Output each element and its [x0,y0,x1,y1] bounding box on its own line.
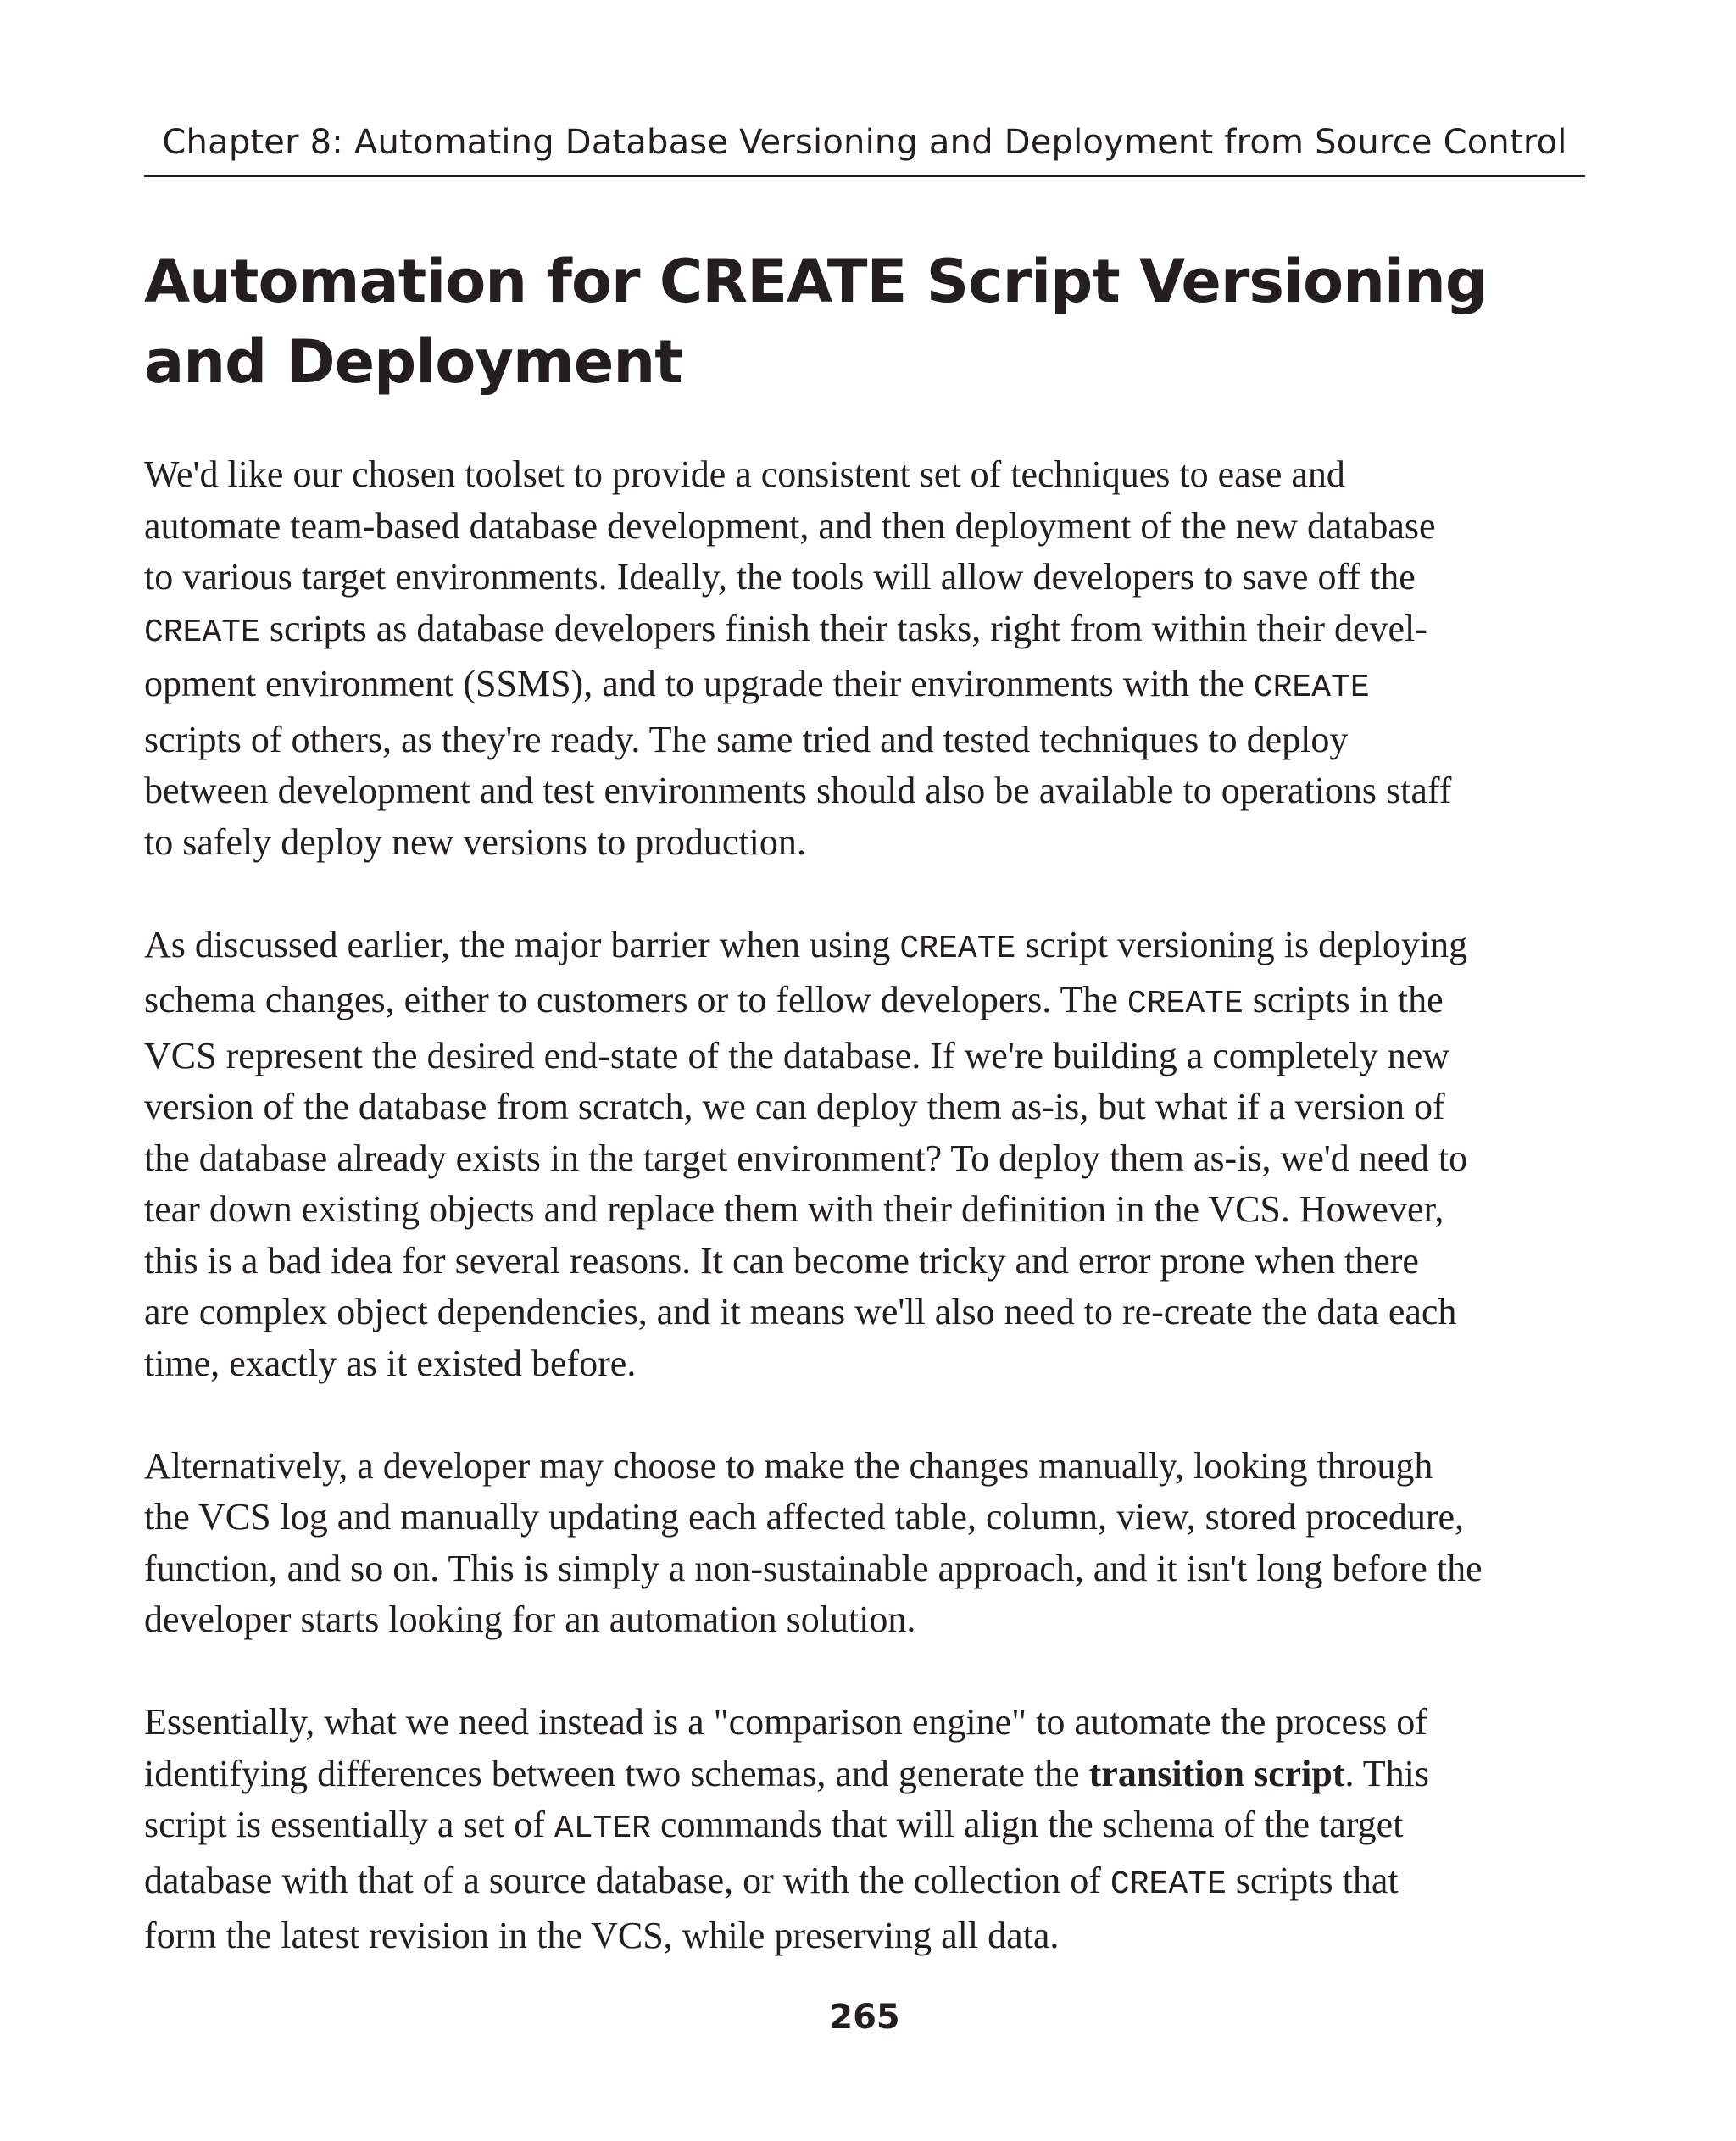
paragraph-line: automate team-based database development, and then deployment of the new database [144,504,1436,547]
page-number: 265 [829,1998,900,2037]
paragraph-1 [144,449,1585,868]
bold-term: transition script [1088,1752,1345,1794]
inline-code: ALTER [554,1810,651,1847]
paragraph-3 [144,1441,1585,1646]
paragraph-line: the database already exists in the target environment? To deploy them as-is, we'd need to [144,1137,1468,1179]
paragraph-line: function, and so on. This is simply a non-sustainable approach, and it isn't long before the [144,1547,1483,1589]
paragraph-line: We'd like our chosen toolset to provide a consistent set of techniques to ease and [144,453,1345,495]
paragraph-line: time, exactly as it existed before. [144,1342,637,1384]
paragraph-line: version of the database from scratch, we can deploy them as-is, but what if a version of [144,1086,1445,1127]
paragraph-line: schema changes, either to customers or to fellow developers. The CREATE scripts in the [144,979,1444,1022]
paragraph-line: identifying differences between two schemas, and generate the transition script. This [144,1752,1429,1794]
paragraph-line: to various target environments. Ideally, the tools will allow developers to save off the [144,556,1416,598]
inline-code: CREATE [1127,986,1244,1022]
body-text [144,449,1585,2013]
paragraph-2 [144,920,1585,1390]
header-rule [144,175,1585,177]
paragraph-line: are complex object dependencies, and it means we'll also need to re-create the data each [144,1291,1457,1332]
paragraph-line: developer starts looking for an automation solution. [144,1599,916,1640]
paragraph-line: form the latest revision in the VCS, while preserving all data. [144,1915,1060,1956]
paragraph-line: tear down existing objects and replace them with their definition in the VCS. However, [144,1188,1444,1230]
paragraph-line: script is essentially a set of ALTER commands that will align the schema of the target [144,1804,1404,1847]
paragraph-line: the VCS log and manually updating each affected table, column, view, stored procedure, [144,1496,1465,1538]
paragraph-line: opment environment (SSMS), and to upgrade their environments with the CREATE [144,663,1370,706]
inline-code: CREATE [1110,1866,1227,1903]
paragraph-line: this is a bad idea for several reasons. It can become tricky and error prone when there [144,1239,1419,1282]
paragraph-line: Essentially, what we need instead is a "comparison engine" to automate the process of [144,1701,1427,1743]
running-head: Chapter 8: Automating Database Versioning and Deployment from Source Control [162,123,1567,162]
paragraph-line: between development and test environments should also be available to operations staff [144,770,1452,811]
paragraph-line: database with that of a source database, or with the collection of CREATE scripts that [144,1859,1399,1903]
paragraph-line: to safely deploy new versions to production. [144,820,806,863]
inline-code: CREATE [1253,670,1370,706]
book-page [144,0,1585,2141]
paragraph-line: CREATE scripts as database developers finish their tasks, right from within their devel- [144,607,1427,651]
paragraph-line: scripts of others, as they're ready. The same tried and tested techniques to deploy [144,718,1349,760]
inline-code: CREATE [144,614,260,651]
paragraph-line: VCS represent the desired end-state of the database. If we're building a completely new [144,1034,1450,1076]
section-title: Automation for CREATE Script Versioning and Deployment [144,247,1487,397]
paragraph-line: Alternatively, a developer may choose to make the changes manually, looking through [144,1444,1433,1487]
paragraph-line: As discussed earlier, the major barrier when using CREATE script versioning is deploying [144,923,1468,967]
inline-code: CREATE [899,930,1016,967]
paragraph-4 [144,1697,1585,1962]
